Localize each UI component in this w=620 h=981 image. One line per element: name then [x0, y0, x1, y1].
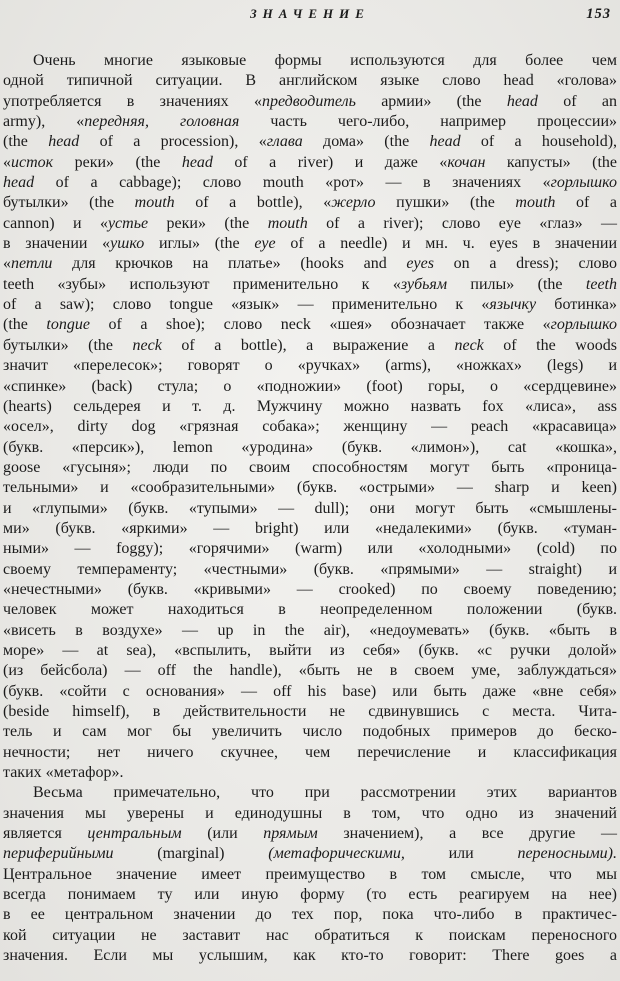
text-run: (hearts) сельдерея и т. д. Мужчину можно назвать fox «лиса», ass: [3, 397, 617, 415]
text-line: [3, 844, 617, 864]
italic-run: зубьям: [400, 275, 448, 293]
text-line: [3, 499, 617, 519]
italic-run: глава: [266, 133, 303, 151]
text-line: [3, 356, 617, 376]
text-run: в ее центральном значении до тех пор, пока что-либо в практичес-: [3, 906, 617, 924]
italic-run: ушко: [110, 235, 145, 253]
text-run: of a needle) и мн. ч. eyes в значении: [275, 235, 618, 253]
text-run: (или: [181, 825, 264, 843]
italic-run: neck: [454, 336, 484, 354]
italic-run: mouth: [134, 194, 175, 212]
italic-run: head: [3, 174, 35, 192]
text-run: капусты» (the: [485, 153, 617, 171]
italic-run: head: [506, 92, 538, 110]
text-line: [3, 275, 617, 295]
text-run: (из бейсбола) — off the handle), «быть не в своем уме, заблуждаться»: [3, 662, 617, 680]
text-line: [3, 560, 617, 580]
text-line: [3, 214, 617, 234]
text-run: значением), а все другие —: [317, 825, 617, 843]
italic-run: head: [181, 153, 213, 171]
text-line: [3, 438, 617, 458]
text-run: тель и сам мог бы увеличить число подобных примеров до беско-: [3, 723, 617, 741]
italic-run: петли: [11, 255, 53, 273]
text-line: [3, 905, 617, 925]
text-run: of a saw); слово tongue «язык» — применительно к «: [3, 296, 490, 314]
text-run: «: [3, 153, 11, 171]
text-run: таких «метафор».: [3, 764, 124, 782]
italic-run: периферийными: [3, 845, 114, 863]
text-line: [3, 783, 617, 803]
italic-run: исток: [11, 153, 54, 171]
text-run: «: [3, 255, 11, 273]
text-run: тельными» и «сообразительными» (букв. «острыми» — sharp и keen): [3, 479, 617, 497]
text-run: cannon) и «: [3, 214, 108, 232]
text-line: [3, 641, 617, 661]
text-line: [3, 682, 617, 702]
text-run: «осел», dirty dog «грязная собака»; женщину — peach «красавица»: [3, 418, 617, 436]
text-run: реки» (the: [148, 214, 268, 232]
text-run: ми» (букв. «яркими» — bright) или «недалекими» (букв. «туман-: [3, 519, 617, 537]
text-run: «спинке» (back) стула; о «подножии» (foot) горы, о «сердцевине»: [3, 377, 617, 395]
text-run: goose «гусыня»; люди по своим способностям могут быть «проница-: [3, 458, 617, 476]
text-line: [3, 397, 617, 417]
text-line: [3, 478, 617, 498]
text-run: (букв. «сойти с основания» — off his base) или быть даже «вне себя»: [3, 682, 617, 700]
text-line: [3, 600, 617, 620]
text-line: [3, 722, 617, 742]
text-run: Центральное значение имеет преимущество в том смысле, что мы: [3, 865, 617, 883]
text-run: army), «: [3, 113, 85, 131]
text-run: ботинка»: [536, 296, 617, 314]
text-run: пушки» (the: [375, 194, 516, 212]
text-line: [3, 946, 617, 966]
running-title: ЗНАЧЕНИЕ: [250, 6, 370, 21]
text-line: [3, 743, 617, 763]
text-run: значит «перелесок»; говорят о «ручках» (arms), «ножках» (legs) и: [3, 357, 617, 375]
italic-run: head: [48, 133, 80, 151]
italic-run: eyes: [406, 255, 434, 273]
text-run: всегда понимаем ту или иную форму (то есть реагируем на нее): [3, 886, 617, 904]
text-line: [3, 621, 617, 641]
text-line: [3, 153, 617, 173]
text-run: бутылки» (the: [3, 336, 133, 354]
text-run: of a river) и даже «: [212, 153, 448, 171]
page-header: [3, 6, 617, 26]
italic-run: teeth: [585, 275, 617, 293]
text-run: of the woods: [483, 336, 618, 354]
text-run: Очень многие языковые формы используются для более чем: [33, 52, 617, 69]
page-number: 153: [586, 6, 611, 22]
text-run: своему темпераменту; «честными» (букв. «прямыми» — straight) и: [3, 560, 617, 578]
italic-run: прямым: [263, 825, 318, 843]
text-run: of a household),: [460, 133, 618, 151]
text-run: значения мы уверены и единодушны в том, что одно из значений: [3, 804, 617, 822]
text-run: (the: [3, 133, 49, 151]
text-run: человек может находиться в неопределенном положении (букв.: [3, 601, 617, 619]
text-line: [3, 702, 617, 722]
text-run: нечности; нет ничего скучнее, чем перечисление и классификация: [3, 743, 617, 761]
text-line: [3, 112, 617, 132]
text-run: of a procession), «: [79, 133, 267, 151]
italic-run: кочан: [447, 153, 486, 171]
text-run: of a bottle), а выражение a: [161, 336, 455, 354]
italic-run: язычку: [489, 296, 537, 314]
italic-run: устье: [107, 214, 149, 232]
text-line: [3, 661, 617, 681]
text-line: [3, 458, 617, 478]
text-run: пилы» (the: [447, 275, 586, 293]
page-body: [3, 51, 617, 966]
text-run: of a cabbage); слово mouth «рот» — в значениях «: [34, 174, 551, 192]
text-run: является: [3, 825, 88, 843]
italic-run: предводитель: [261, 92, 356, 110]
text-run: «висеть в воздухе» — up in the air), «недоумевать» (букв. «быть в: [3, 621, 617, 639]
text-run: иглы» (the: [144, 235, 255, 253]
text-run: в значении «: [3, 235, 111, 253]
text-line: [3, 885, 617, 905]
text-line: [3, 926, 617, 946]
italic-run: neck: [132, 336, 162, 354]
italic-run: head: [429, 133, 461, 151]
text-run: или: [404, 845, 518, 863]
text-run: (букв. «персик»), lemon «уродина» (букв. «лимон»), cat «кошка»,: [3, 438, 617, 456]
text-run: of a shoe); слово neck «шея» обозначает также «: [89, 316, 551, 334]
text-line: [3, 580, 617, 600]
text-line: [3, 193, 617, 213]
text-run: значения. Если мы услышим, как кто-то говорит: There goes a: [3, 947, 617, 965]
text-run: часть чего-либо, например процессии»: [239, 113, 618, 131]
text-line: [3, 254, 617, 274]
text-line: [3, 295, 617, 315]
text-run: кой ситуации не заставит нас обратиться к поискам переносного: [3, 926, 617, 944]
text-line: [3, 417, 617, 437]
italic-run: переносными).: [517, 845, 618, 863]
text-run: of a bottle), «: [174, 194, 332, 212]
text-line: [3, 763, 617, 783]
text-line: [3, 824, 617, 844]
text-run: бутылки» (the: [3, 194, 135, 212]
italic-run: горлышко: [550, 316, 618, 334]
text-run: of an: [537, 92, 617, 110]
text-run: teeth «зубы» используют применительно к «: [3, 275, 401, 293]
text-run: (beside himself), в действительности не сдвинувшись с места. Чита-: [3, 703, 617, 720]
text-line: [3, 539, 617, 559]
text-run: море» — at sea), «вспылить, выйти из себя» (букв. «с ручки долой»: [3, 641, 617, 659]
text-run: употребляется в значениях «: [3, 92, 262, 110]
text-line: [3, 132, 617, 152]
italic-run: (метафорическими,: [268, 845, 405, 863]
text-line: [3, 804, 617, 824]
text-run: ными» — foggy); «горячими» (warm) или «холодными» (cold) по: [3, 540, 617, 558]
text-run: дома» (the: [302, 133, 430, 151]
text-run: армии» (the: [355, 92, 507, 110]
text-line: [3, 92, 617, 112]
text-line: [3, 173, 617, 193]
italic-run: жерло: [331, 194, 376, 212]
text-run: и «глупыми» (букв. «тупыми» — dull); они могут быть «смышлены-: [3, 499, 617, 517]
italic-run: tongue: [46, 316, 90, 334]
italic-run: mouth: [267, 214, 308, 232]
text-line: [3, 519, 617, 539]
text-line: [3, 234, 617, 254]
text-line: [3, 377, 617, 397]
text-run: одной типичной ситуации. В английском языке слово head «голова»: [3, 72, 617, 90]
text-line: [3, 336, 617, 356]
italic-run: eye: [254, 235, 276, 253]
italic-run: передняя, головная: [84, 113, 240, 131]
text-line: [3, 71, 617, 91]
text-run: of a: [555, 194, 618, 212]
text-line: [3, 51, 617, 71]
text-run: of a river); слово eye «глаз» —: [307, 214, 618, 232]
italic-run: mouth: [515, 194, 556, 212]
text-run: on a dress); слово: [433, 255, 618, 273]
text-run: «нечестными» (букв. «кривыми» — crooked) по своему поведению;: [3, 580, 617, 598]
italic-run: центральным: [87, 825, 182, 843]
text-run: реки» (the: [53, 153, 182, 171]
text-line: [3, 315, 617, 335]
text-run: (marginal): [113, 845, 269, 863]
italic-run: горлышко: [550, 174, 617, 192]
text-run: Весьма примечательно, что при рассмотрении этих вариантов: [33, 784, 617, 802]
text-run: (the: [3, 316, 47, 334]
text-run: для крючков на платье» (hooks and: [52, 255, 407, 273]
text-line: [3, 865, 617, 885]
